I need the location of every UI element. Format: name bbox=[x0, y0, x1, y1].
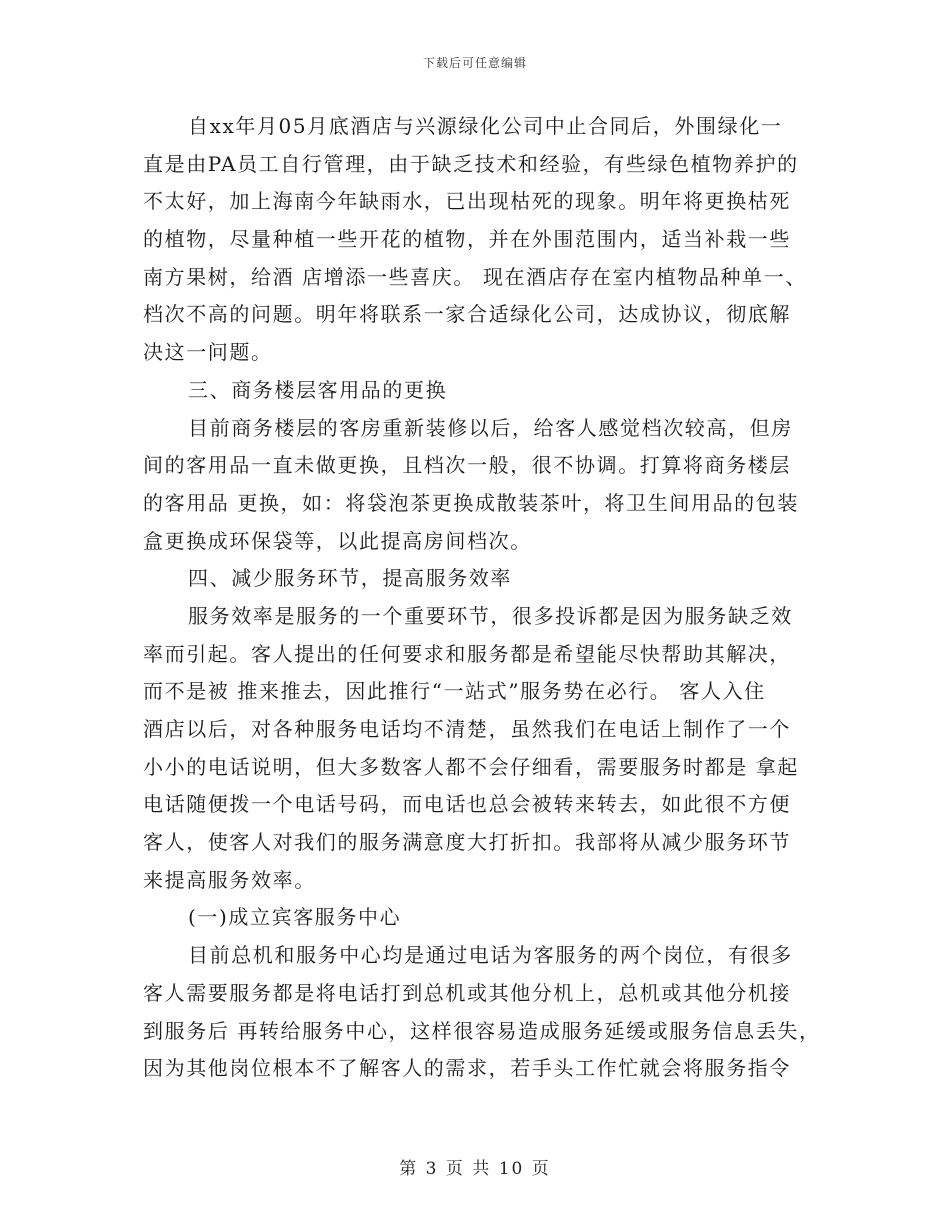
text-line: 率而引起。客人提出的任何要求和服务都是希望能尽快帮助其解决， bbox=[143, 641, 791, 666]
text-line: 客人，使客人对我们的服务满意度大打折扣。我部将从减少服务环节 bbox=[143, 830, 791, 855]
text-line: 到服务后 再转给服务中心，这样很容易造成服务延缓或服务信息丢失， bbox=[143, 1018, 821, 1043]
text-line: 而不是被 推来推去，因此推行“一站式”服务势在必行。 客人入住 bbox=[143, 679, 766, 704]
text-line: 的客用品 更换，如：将袋泡茶更换成散装茶叶，将卫生间用品的包装 bbox=[143, 490, 799, 515]
text-line: 目前商务楼层的客房重新装修以后，给客人感觉档次较高，但房 bbox=[188, 415, 793, 440]
text-line: 目前总机和服务中心均是通过电话为客服务的两个岗位，有很多 bbox=[188, 943, 793, 968]
body-text bbox=[143, 108, 821, 1088]
text-line: 因为其他岗位根本不了解客人的需求，若手头工作忙就会将服务指令 bbox=[143, 1056, 791, 1081]
text-line: 间的客用品一直未做更换，且档次一般，很不协调。打算将商务楼层 bbox=[143, 453, 791, 478]
page-footer: 第 3 页 共 10 页 bbox=[399, 1159, 551, 1179]
text-line: 不太好，加上海南今年缺雨水，已出现枯死的现象。明年将更换枯死 bbox=[143, 189, 791, 214]
text-line: 服务效率是服务的一个重要环节，很多投诉都是因为服务缺乏效 bbox=[188, 603, 793, 628]
text-line: 小小的电话说明，但大多数客人都不会仔细看，需要服务时都是 拿起 bbox=[143, 754, 799, 779]
text-line: 决这一问题。 bbox=[143, 340, 273, 365]
header-note: 下载后可任意编辑 bbox=[422, 56, 527, 70]
text-line: 的植物，尽量种植一些开花的植物，并在外围范围内，适当补栽一些 bbox=[143, 227, 791, 252]
text-line: 自xx年月05月底酒店与兴源绿化公司中止合同后，外围绿化一 bbox=[188, 114, 783, 138]
text-line: 盒更换成环保袋等，以此提高房间档次。 bbox=[143, 528, 532, 553]
text-line: 客人需要服务都是将电话打到总机或其他分机上，总机或其他分机接 bbox=[143, 980, 791, 1005]
text-line: 直是由PA员工自行管理，由于缺乏技术和经验，有些绿色植物养护的 bbox=[143, 151, 799, 176]
text-line: 电话随便拨一个电话号码，而电话也总会被转来转去，如此很不方便 bbox=[143, 792, 791, 817]
text-line: (一)成立宾客服务中心 bbox=[188, 905, 402, 930]
text-line: 南方果树，给酒 店增添一些喜庆。 现在酒店存在室内植物品种单一、 bbox=[143, 264, 807, 289]
text-line: 档次不高的问题。明年将联系一家合适绿化公司，达成协议，彻底解 bbox=[143, 302, 791, 327]
text-line: 来提高服务效率。 bbox=[143, 867, 316, 892]
text-line: 酒店以后，对各种服务电话均不清楚，虽然我们在电话上制作了一个 bbox=[143, 717, 791, 741]
text-line: 三、商务楼层客用品的更换 bbox=[188, 377, 448, 402]
text-line: 四、减少服务环节，提高服务效率 bbox=[188, 566, 512, 591]
